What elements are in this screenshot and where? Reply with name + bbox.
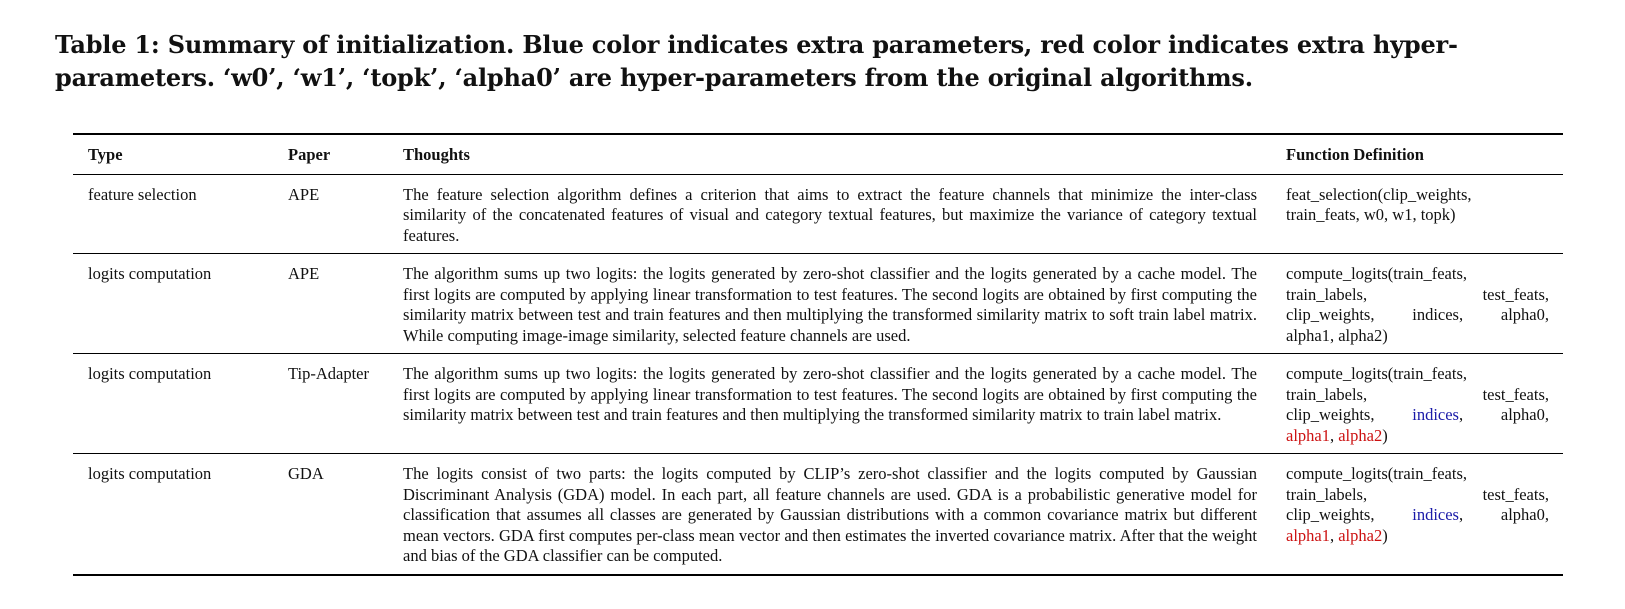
fn-arg: test_feats, [1482, 484, 1549, 504]
header-type: Type [88, 145, 123, 164]
fn-sep: , [1329, 425, 1339, 445]
fn-arg-extra-parameter: indices [1412, 405, 1459, 424]
fn-line [1286, 426, 1549, 447]
cell-function-definition [1271, 174, 1563, 254]
fn-arg-group [1412, 405, 1463, 426]
fn-line [1286, 385, 1549, 406]
fn-line: feat_selection(clip_weights, [1286, 184, 1472, 204]
fn-arg: alpha0, [1500, 405, 1549, 424]
initialization-table [73, 133, 1563, 576]
cell-thoughts: The algorithm sums up two logits: the logits generated by zero-shot classifier and the logits generated by a cache model. The first logits are computed by applying linear transformation to test features. The second logits are obtained by first computing the similarity matrix between test and train features and then multiplying the transformed similarity matrix to soft train label matrix. While computing image-image similarity, selected feature channels are used. [403, 264, 1257, 345]
fn-line [1286, 285, 1549, 306]
fn-line: compute_logits(train_feats, [1286, 364, 1467, 383]
fn-arg: train_labels, [1286, 284, 1368, 304]
cell-function-definition [1271, 454, 1563, 575]
fn-line [1286, 485, 1549, 506]
fn-line [1286, 505, 1549, 526]
fn-arg-extra-parameter: indices [1412, 505, 1459, 524]
cell-type: logits computation [88, 464, 212, 483]
fn-arg: clip_weights, [1286, 305, 1375, 324]
cell-type: logits computation [88, 364, 212, 383]
fn-arg: train_labels, [1286, 484, 1368, 504]
table-row [73, 174, 1563, 254]
cell-function-definition [1271, 254, 1563, 354]
fn-arg-extra-hyperparameter: alpha2 [1338, 425, 1383, 445]
fn-line: compute_logits(train_feats, [1286, 464, 1467, 483]
fn-arg-extra-hyperparameter: alpha1 [1286, 525, 1330, 545]
cell-paper: GDA [288, 464, 324, 483]
fn-arg: test_feats, [1482, 384, 1549, 404]
fn-sep: , [1329, 525, 1339, 545]
fn-arg: indices, [1412, 305, 1464, 324]
header-thoughts: Thoughts [403, 145, 470, 164]
table-row [73, 254, 1563, 354]
cell-paper: APE [288, 184, 320, 204]
table-caption: Table 1: Summary of initialization. Blue color indicates extra parameters, red color indicates extra hyper-parameters. ‘w0’, ‘w1’, ‘topk’, ‘alpha0’ are hyper-parameters from the original algorithms. [55, 30, 1458, 92]
header-function-definition: Function Definition [1286, 145, 1424, 164]
fn-line: train_feats, w0, w1, topk) [1286, 205, 1456, 224]
fn-arg-extra-hyperparameter: alpha2 [1338, 525, 1383, 545]
cell-paper: APE [288, 264, 320, 283]
fn-arg: clip_weights, [1286, 505, 1375, 524]
cell-thoughts: The algorithm sums up two logits: the logits generated by zero-shot classifier and the logits generated by a cache model. The first logits are computed by applying linear transformation to test features. The second logits are obtained by first computing the similarity matrix between test and train features and then multiplying the transformed similarity matrix to train label matrix. [403, 364, 1257, 424]
cell-thoughts: The feature selection algorithm defines a criterion that aims to extract the feature channels that minimize the inter-class similarity of the concatenated features of visual and category textual features, but maximize the variance of category textual features. [403, 184, 1257, 245]
fn-arg: test_feats, [1482, 284, 1549, 304]
fn-line: compute_logits(train_feats, [1286, 264, 1467, 283]
fn-arg-extra-hyperparameter: alpha1 [1286, 425, 1330, 445]
fn-line: alpha1, alpha2) [1286, 325, 1388, 345]
header-paper: Paper [288, 145, 331, 164]
fn-arg: clip_weights, [1286, 405, 1375, 424]
fn-arg: alpha0, [1500, 305, 1549, 324]
fn-close-paren: ) [1382, 425, 1388, 445]
fn-sep: , [1458, 505, 1464, 524]
fn-arg-group [1412, 505, 1463, 526]
fn-arg: train_labels, [1286, 384, 1368, 404]
cell-thoughts: The logits consist of two parts: the logits computed by CLIP’s zero-shot classifier and the logits computed by Gaussian Discriminant Analysis (GDA) model. In each part, all feature channels are used. GDA is a probabilistic generative model for classification that assumes all classes are generated by Gaussian distributions with a common covariance matrix but different mean vectors. GDA first computes per-class mean vector and then estimates the inverted covariance matrix. After that the weight and bias of the GDA classifier can be computed. [403, 464, 1257, 565]
fn-sep: , [1458, 405, 1464, 424]
cell-type: feature selection [88, 184, 197, 204]
fn-close-paren: ) [1382, 525, 1388, 545]
cell-paper: Tip-Adapter [288, 364, 369, 383]
fn-line [1286, 405, 1549, 426]
cell-type: logits computation [88, 264, 212, 283]
table-header-row [73, 134, 1563, 174]
fn-line [1286, 526, 1549, 547]
cell-function-definition [1271, 354, 1563, 454]
fn-line [1286, 305, 1549, 326]
fn-arg: alpha0, [1500, 505, 1549, 524]
table-row [73, 354, 1563, 454]
table-row [73, 454, 1563, 575]
